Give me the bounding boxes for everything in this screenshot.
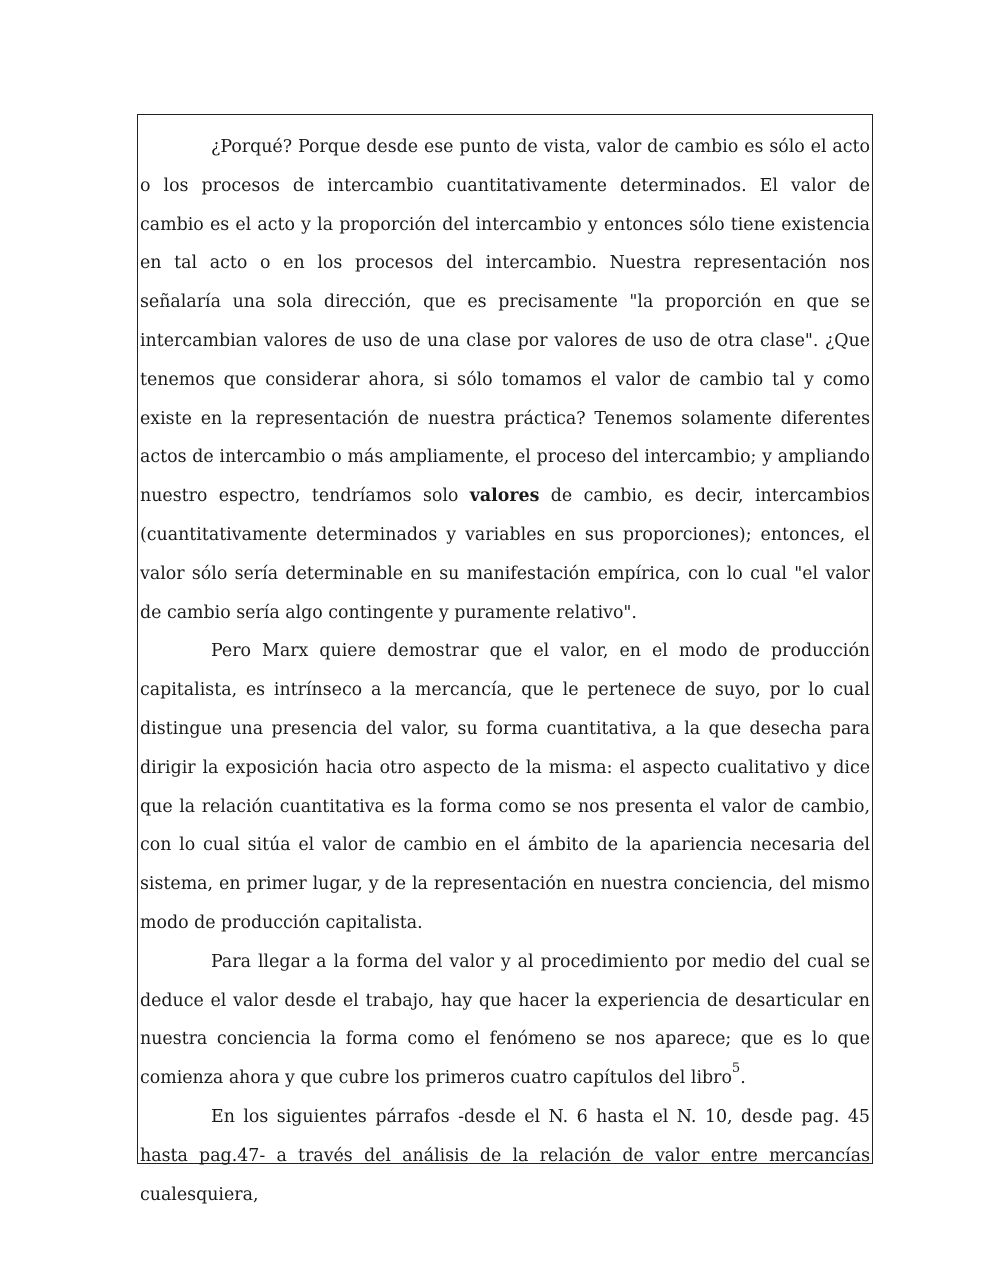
page-frame <box>137 114 873 1205</box>
paragraph-1-text-end: de cambio, es decir, intercambios (cuantitativamente determinados y variables en sus proporciones); entonces, el valor sólo sería determinable en su manifestación empírica, con lo cual "el valor de cambio sería algo contingente y puramente relativo". <box>140 486 870 623</box>
paragraph-1 <box>140 128 870 632</box>
paragraph-3 <box>140 943 870 1098</box>
paragraph-4: En los siguientes párrafos -desde el N. 6 hasta el N. 10, desde pag. 45 hasta pag.47- a través del análisis de la relación de valor entre mercancías cualesquiera, <box>140 1106 870 1205</box>
paragraph-2: Pero Marx quiere demostrar que el valor, en el modo de producción capitalista, es intrínseco a la mercancía, que le pertenece de suyo, por lo cual distingue una presencia del valor, su forma cuantitativa, a la que desecha para dirigir la exposición hacia otro aspecto de la misma: el aspecto cualitativo y dice que la relación cuantitativa es la forma como se nos presenta el valor de cambio, con lo cual sitúa el valor de cambio en el ámbito de la apariencia necesaria del sistema, en primer lugar, y de la representación en nuestra conciencia, del mismo modo de producción capitalista. <box>140 641 870 933</box>
paragraph-1-text-start: ¿Porqué? Porque desde ese punto de vista, valor de cambio es sólo el acto o los procesos de intercambio cuantitativamente determinados. El valor de cambio es el acto y la proporción del intercambio y entonces sólo tiene existencia en tal acto o en los procesos del intercambio. Nuestra representación nos señalaría una sola dirección, que es precisamente "la proporción en que se intercambian valores de uso de una clase por valores de uso de otra clase". ¿Que tenemos que considerar ahora, si sólo tomamos el valor de cambio tal y como existe en la representación de nuestra práctica? Tenemos solamente diferentes actos de intercambio o más ampliamente, el proceso del intercambio; y ampliando nuestro espectro, tendríamos solo <box>140 137 870 507</box>
document-body <box>140 128 870 1214</box>
footnote-marker[interactable]: 5 <box>731 1061 741 1077</box>
paragraph-3-text: Para llegar a la forma del valor y al procedimiento por medio del cual se deduce el valor desde el trabajo, hay que hacer la experiencia de desarticular en nuestra conciencia la forma como el fenómeno se nos aparece; que es lo que comienza ahora y que cubre los primeros cuatro capítulos del libro <box>140 951 870 1089</box>
paragraph-3-tail: . <box>740 1068 746 1089</box>
bold-term-valores: valores <box>469 486 540 507</box>
